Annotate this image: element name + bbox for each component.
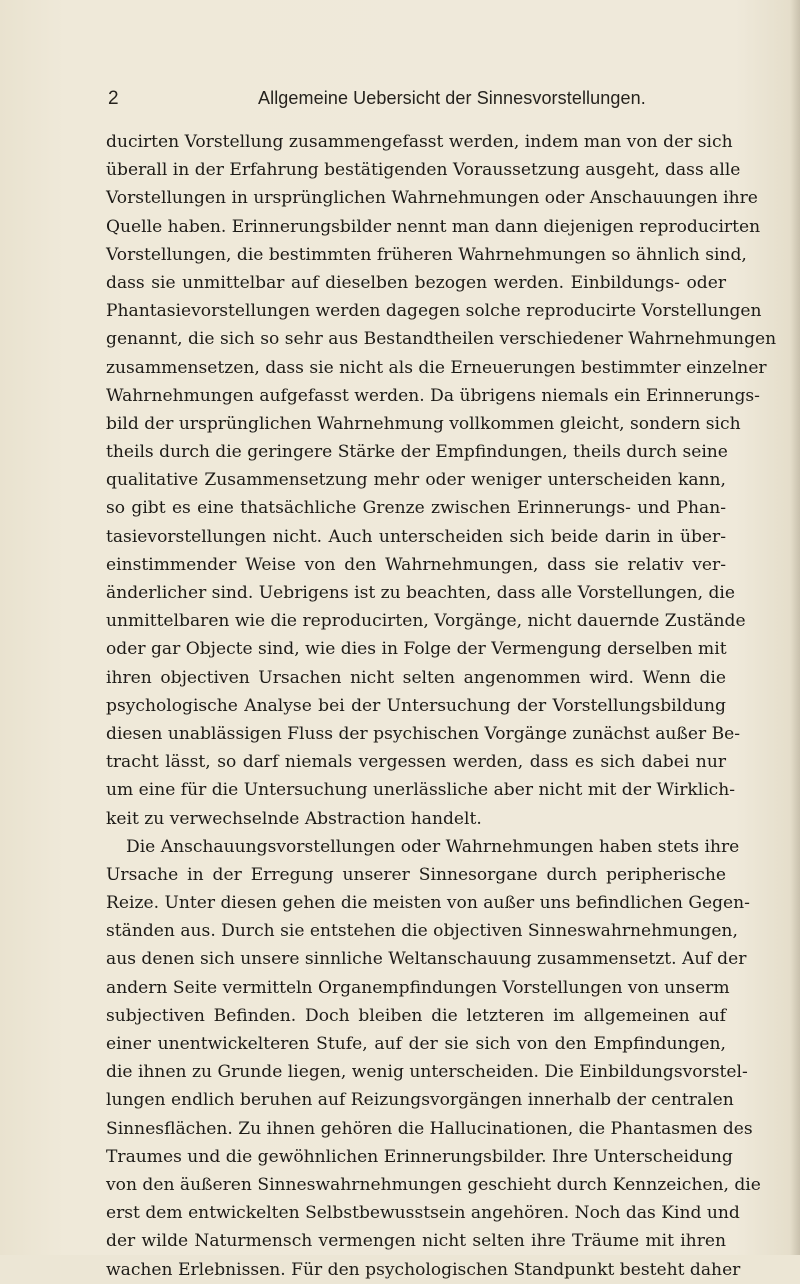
- text-line: diesen unablässigen Fluss der psychischen Vorgänge zunächst außer Be-: [106, 723, 741, 744]
- text-line: einer unentwickelteren Stufe, auf der sie sich von den Empfindungen,: [106, 1034, 726, 1054]
- text-line: um eine für die Untersuchung unerlässliche aber nicht mit der Wirklich-: [106, 780, 736, 801]
- text-line: subjectiven Befinden. Doch bleiben die letzteren im allgemeinen auf: [106, 1005, 726, 1026]
- body-text: [106, 128, 777, 1284]
- text-line: wachen Erlebnissen. Für den psychologischen Standpunkt besteht daher: [106, 1259, 741, 1280]
- text-line: ihren objectiven Ursachen nicht selten angenommen wird. Wenn die: [106, 667, 726, 688]
- paragraph-last-line: keit zu verwechselnde Abstraction handelt.: [106, 808, 482, 829]
- text-line: aus denen sich unsere sinnliche Weltanschauung zusammensetzt. Auf der: [106, 949, 747, 970]
- text-line: der wilde Naturmensch vermengen nicht selten ihre Träume mit ihren: [106, 1231, 726, 1252]
- text-line: Wahrnehmungen aufgefasst werden. Da übrigens niemals ein Erinnerungs-: [106, 385, 760, 406]
- text-line: ständen aus. Durch sie entstehen die objectiven Sinneswahrnehmungen,: [106, 921, 738, 942]
- text-line: ducirten Vorstellung zusammengefasst werden, indem man von der sich: [106, 132, 733, 152]
- text-line: tasievorstellungen nicht. Auch unterscheiden sich beide darin in über-: [106, 526, 726, 547]
- page-header: [0, 88, 800, 114]
- text-line: theils durch die geringere Stärke der Empfindungen, theils durch seine: [106, 442, 728, 463]
- text-line: Vorstellungen, die bestimmten früheren Wahrnehmungen so ähnlich sind,: [106, 244, 747, 265]
- text-line: unmittelbaren wie die reproducirten, Vorgänge, nicht dauernde Zustände: [106, 611, 746, 632]
- text-line: einstimmender Weise von den Wahrnehmungen, dass sie relativ ver-: [106, 554, 726, 575]
- text-line: Quelle haben. Erinnerungsbilder nennt man dann diejenigen reproducirten: [106, 216, 761, 237]
- text-line: tracht lässt, so darf niemals vergessen werden, dass es sich dabei nur: [106, 752, 726, 773]
- text-line: überall in der Erfahrung bestätigenden Voraussetzung ausgeht, dass alle: [106, 160, 741, 181]
- text-line: Traumes und die gewöhnlichen Erinnerungsbilder. Ihre Unterscheidung: [106, 1146, 733, 1167]
- text-line: oder gar Objecte sind, wie dies in Folge der Vermengung derselben mit: [106, 639, 727, 660]
- text-line: Sinnesflächen. Zu ihnen gehören die Hallucinationen, die Phantasmen des: [106, 1118, 753, 1139]
- text-line: so gibt es eine thatsächliche Grenze zwischen Erinnerungs- und Phan-: [106, 498, 726, 519]
- text-line: andern Seite vermitteln Organempfindungen Vorstellungen von unserm: [106, 977, 730, 998]
- text-line: Ursache in der Erregung unserer Sinnesorgane durch peripherische: [106, 864, 726, 885]
- text-line: dass sie unmittelbar auf dieselben bezogen werden. Einbildungs- oder: [106, 272, 726, 293]
- text-line: von den äußeren Sinneswahrnehmungen geschieht durch Kennzeichen, die: [106, 1174, 761, 1195]
- page-edge-shadow: [790, 0, 800, 1255]
- text-line: die ihnen zu Grunde liegen, wenig unterscheiden. Die Einbildungsvorstel-: [106, 1062, 748, 1083]
- running-head: Allgemeine Uebersicht der Sinnesvorstellungen.: [258, 88, 646, 108]
- text-line: Phantasievorstellungen werden dagegen solche reproducirte Vorstellungen: [106, 301, 762, 322]
- text-line: erst dem entwickelten Selbstbewusstsein angehören. Noch das Kind und: [106, 1203, 740, 1224]
- text-line: bild der ursprünglichen Wahrnehmung vollkommen gleicht, sondern sich: [106, 413, 741, 434]
- text-line: lungen endlich beruhen auf Reizungsvorgängen innerhalb der centralen: [106, 1090, 734, 1111]
- paragraph-first-line: Die Anschauungsvorstellungen oder Wahrnehmungen haben stets ihre: [126, 836, 740, 857]
- text-line: genannt, die sich so sehr aus Bestandtheilen verschiedener Wahrnehmungen: [106, 329, 777, 350]
- text-line: Reize. Unter diesen gehen die meisten von außer uns befindlichen Gegen-: [106, 893, 750, 914]
- text-line: psychologische Analyse bei der Untersuchung der Vorstellungsbildung: [106, 695, 726, 716]
- page-number: 2: [108, 88, 119, 109]
- text-line: qualitative Zusammensetzung mehr oder weniger unterscheiden kann,: [106, 470, 726, 491]
- text-line: Vorstellungen in ursprünglichen Wahrnehmungen oder Anschauungen ihre: [106, 188, 758, 209]
- text-line: änderlicher sind. Uebrigens ist zu beachten, dass alle Vorstellungen, die: [106, 583, 735, 603]
- text-line: zusammensetzen, dass sie nicht als die Erneuerungen bestimmter einzelner: [106, 357, 767, 378]
